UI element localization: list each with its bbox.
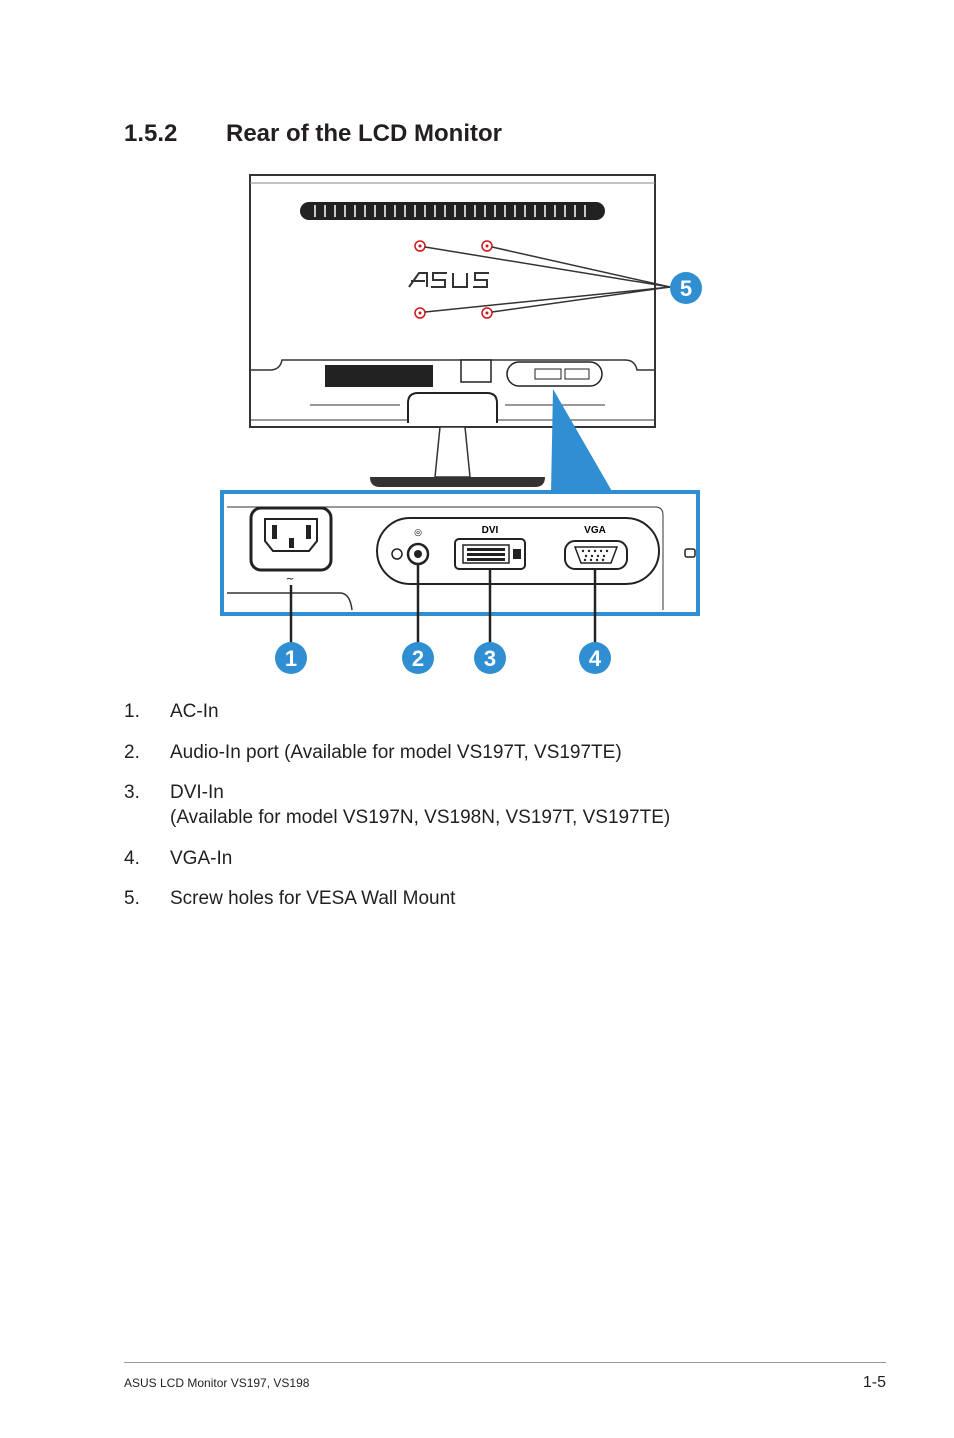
callout-3 (474, 642, 506, 674)
footer-divider (124, 1362, 886, 1363)
list-item (124, 781, 670, 830)
svg-text:◎: ◎ (414, 528, 422, 538)
item-number: 2. (124, 741, 140, 763)
callout-1 (275, 642, 307, 674)
callout-2 (402, 642, 434, 674)
footer-manual-title: ASUS LCD Monitor VS197, VS198 (124, 1376, 310, 1390)
item-number: 5. (124, 888, 140, 910)
section-title: Rear of the LCD Monitor (226, 120, 502, 147)
item-text: DVI-In (170, 782, 224, 804)
section-heading (124, 120, 502, 148)
callout-1-label: 1 (284, 646, 298, 671)
item-text-line-2: (Available for model VS197N, VS198N, VS197T, VS197TE) (170, 807, 671, 829)
monitor-rear-diagram (215, 165, 715, 685)
section-number: 1.5.2 (124, 120, 178, 147)
port-list (124, 700, 670, 928)
monitor-stand (408, 393, 497, 423)
callout-4-label: 4 (588, 646, 602, 671)
vga-label: VGA (584, 525, 606, 536)
item-text: Audio-In port (Available for model VS197T, VS197TE) (170, 741, 622, 763)
callout-3-label: 3 (483, 646, 497, 671)
callout-5 (670, 272, 702, 304)
callout-2-label: 2 (411, 646, 425, 671)
list-item (124, 887, 670, 912)
callout-5-label: 5 (679, 276, 693, 301)
monitor-rear-illustration (215, 165, 715, 685)
item-number: 1. (124, 701, 140, 722)
item-number: 3. (124, 782, 140, 804)
item-text: VGA-In (170, 847, 233, 869)
callout-4 (579, 642, 611, 674)
item-text: AC-In (170, 701, 219, 722)
list-item (124, 700, 670, 725)
dvi-label: DVI (481, 525, 499, 536)
list-item (124, 741, 670, 766)
svg-text:~: ~ (285, 574, 295, 585)
list-item (124, 847, 670, 872)
page-number: 1-5 (862, 1374, 886, 1391)
item-number: 4. (124, 847, 140, 869)
item-text: Screw holes for VESA Wall Mount (170, 888, 456, 910)
